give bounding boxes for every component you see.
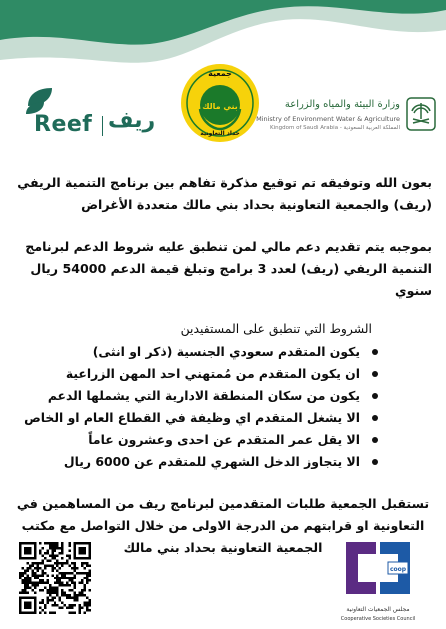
council-mark-icon: [336, 532, 420, 604]
reef-arabic-text: ريف: [108, 108, 156, 133]
bullet-icon: [372, 459, 378, 465]
cooperative-seal-logo: [180, 63, 260, 143]
condition-text: الا يشغل المتقدم اي وظيفة في القطاع العام او الخاص: [24, 410, 360, 425]
condition-text: يكون من سكان المنطقة الادارية التي يشملها الدعم: [47, 388, 360, 403]
svg-text:بني مالك: بني مالك: [202, 102, 238, 111]
council-english-name: Cooperative Societies Council: [340, 616, 416, 622]
svg-text:جمعية: جمعية: [208, 69, 232, 78]
saudi-emblem-icon: [406, 97, 436, 131]
condition-item: [14, 363, 382, 385]
ministry-english-name: Ministry of Environment Water & Agriculture: [256, 115, 400, 123]
reef-divider: [102, 116, 103, 136]
ministry-logo: [256, 97, 440, 143]
condition-text: الا يتجاوز الدخل الشهري للمتقدم عن 6000 ريال: [63, 454, 360, 469]
announcement-body: [14, 172, 432, 559]
condition-item: [14, 385, 382, 407]
council-logo: [336, 532, 420, 628]
svg-text:حداد التعاونية: حداد التعاونية: [200, 130, 240, 137]
ministry-kingdom-name: Kingdom of Saudi Arabia - المملكة العربية السعودية: [270, 125, 400, 131]
contact-paragraph: تستقبل الجمعية طلبات المتقدمين لبرنامج ريف من المساهمين في التعاونية او قرابتهم من الدرجة الاولى من خلال التواصل مع مكتب الجمعية التعاونية بحداد بني مالك: [16, 496, 430, 555]
qr-code-icon[interactable]: [19, 542, 91, 614]
bullet-icon: [372, 393, 378, 399]
header-band: [0, 0, 446, 150]
council-arabic-name: مجلس الجمعيات التعاونية: [346, 606, 410, 613]
bullet-icon: [372, 437, 378, 443]
conditions-list: [14, 341, 382, 473]
reef-latin-text: Reef: [34, 112, 93, 137]
bullet-icon: [372, 371, 378, 377]
condition-text: يكون المتقدم سعودي الجنسية (ذكر او انثى): [92, 344, 360, 359]
bullet-icon: [372, 415, 378, 421]
condition-item: [14, 451, 382, 473]
conditions-heading: الشروط التي تنطبق على المستفيدين: [180, 321, 372, 336]
support-paragraph: بموجبه يتم تقديم دعم مالي لمن تنطبق عليه شروط الدعم لبرنامج التنمية الريفي (ريف) لعدد 3 برامج وتبلغ قيمة الدعم 54000 ريال سنوي: [25, 239, 432, 298]
svg-text:coop: coop: [389, 566, 407, 573]
reef-logo: [16, 84, 156, 140]
condition-item: [14, 341, 382, 363]
condition-item: [14, 429, 382, 451]
condition-text: ان يكون المتقدم من مُمتهني احد المهن الزراعية: [65, 366, 360, 381]
condition-text: الا يقل عمر المتقدم عن احدى وعشرون عاماً: [88, 432, 360, 447]
ministry-arabic-name: وزارة البيئة والمياه والزراعة: [284, 99, 400, 110]
bullet-icon: [372, 349, 378, 355]
condition-item: [14, 407, 382, 429]
intro-paragraph: بعون الله وتوفيقه تم توقيع مذكرة تفاهم بين برنامج التنمية الريفي (ريف) والجمعية التعاونية بحداد بني مالك متعددة الأغراض: [17, 175, 432, 212]
